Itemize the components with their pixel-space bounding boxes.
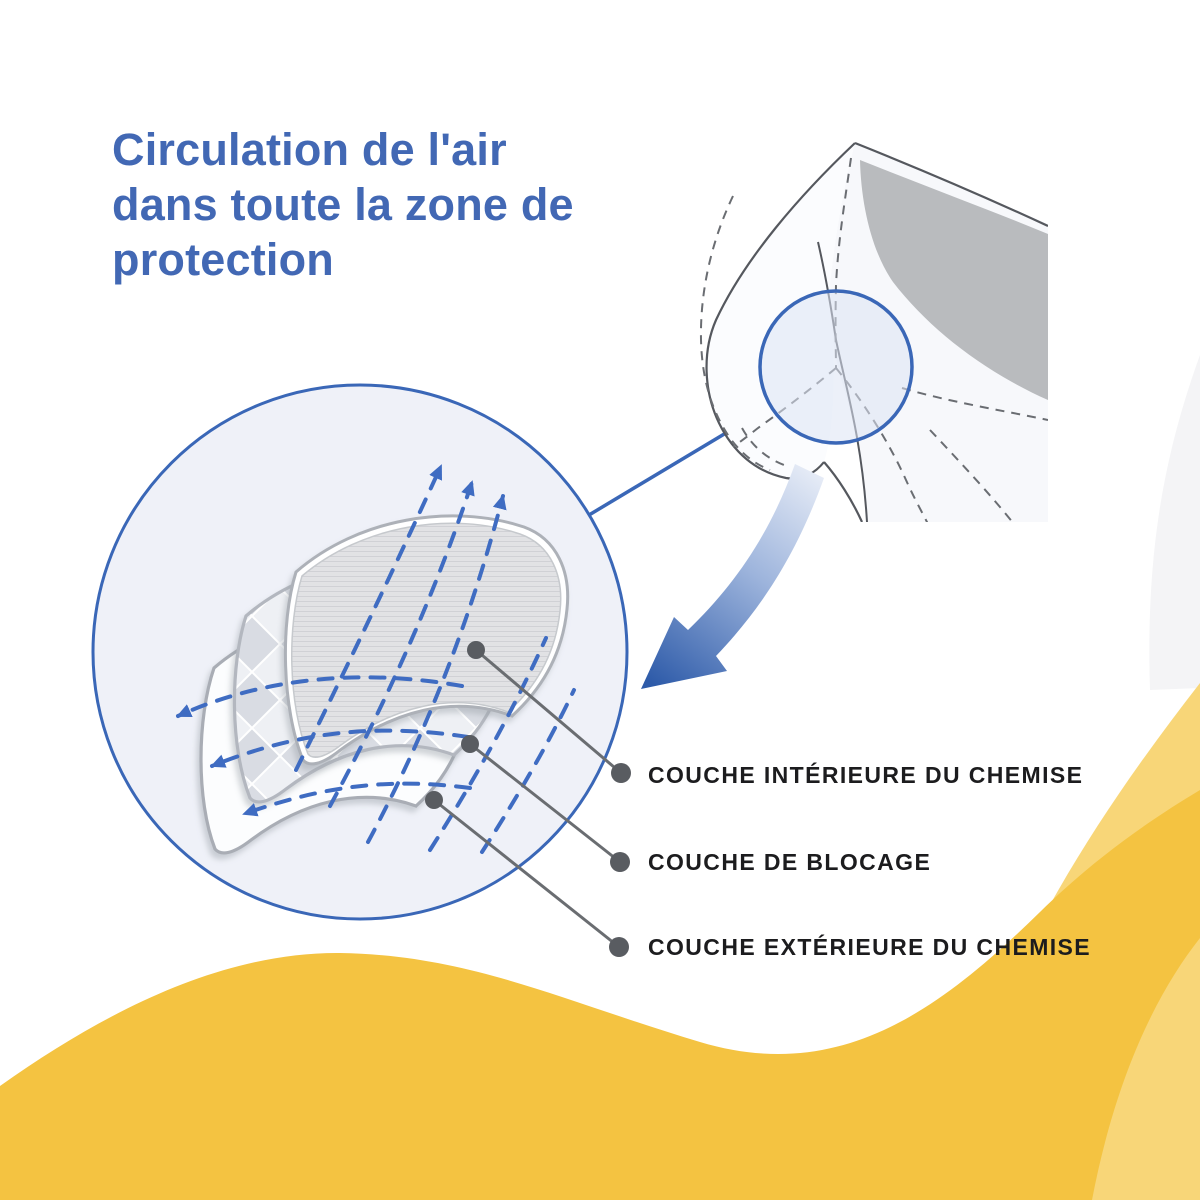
yellow-wave-main [0, 790, 1200, 1200]
dot-label-inner [611, 763, 631, 783]
page-title: Circulation de l'air dans toute la zone de protection [112, 124, 574, 285]
dot-inner-layer [467, 641, 485, 659]
dot-blocking-layer [461, 735, 479, 753]
underarm-highlight-circle [760, 291, 912, 443]
shirt-illustration [701, 143, 1048, 524]
label-blocking-layer: COUCHE DE BLOCAGE [648, 849, 932, 875]
dot-label-outer [609, 937, 629, 957]
background-curve [1149, 355, 1200, 690]
dot-outer-layer [425, 791, 443, 809]
label-outer-layer: COUCHE EXTÉRIEURE DU CHEMISE [648, 934, 1092, 960]
curved-flow-arrow [641, 464, 824, 689]
dot-label-blocking [610, 852, 630, 872]
label-inner-layer: COUCHE INTÉRIEURE DU CHEMISE [648, 762, 1084, 788]
